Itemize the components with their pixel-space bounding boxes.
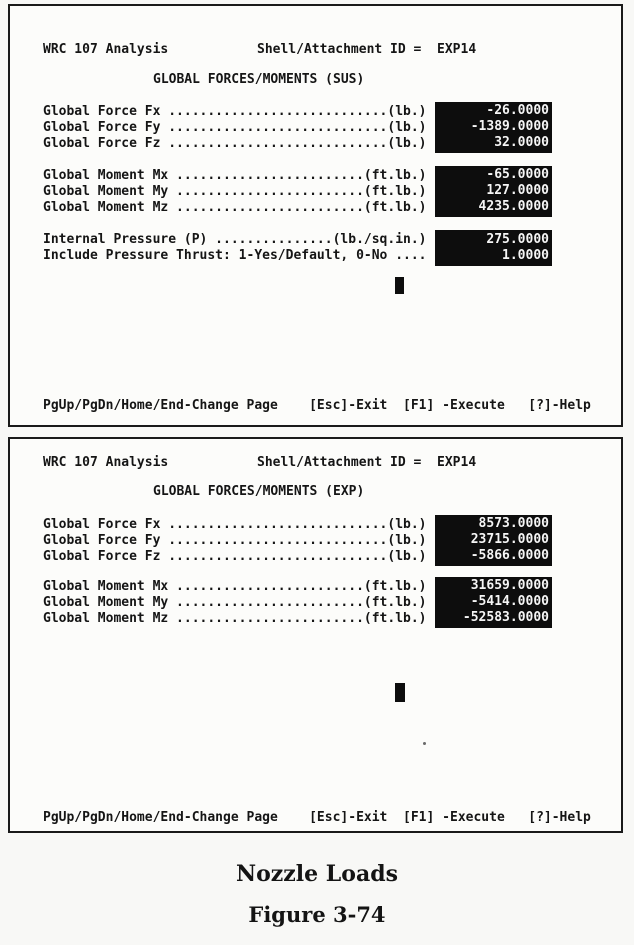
- app-title: WRC 107 Analysis: [43, 42, 169, 57]
- field-label-internal-pressure: Internal Pressure (P) ...............(lb./sq.in.): [43, 232, 427, 247]
- field-label-global-force-fz: Global Force Fz ............................(lb.): [43, 136, 427, 151]
- value-global-moment-mx[interactable]: -65.0000: [486, 167, 549, 182]
- value-field-group-pressure: [435, 230, 552, 266]
- field-label-global-force-fx: Global Force Fx ............................(lb.): [43, 517, 427, 532]
- field-label-global-moment-mx: Global Moment Mx ........................(ft.lb.): [43, 168, 427, 183]
- field-label-global-force-fx: Global Force Fx ............................(lb.): [43, 104, 427, 119]
- stray-dot-artifact: [423, 742, 426, 745]
- field-label-pressure-thrust: Include Pressure Thrust: 1-Yes/Default, 0-No ....: [43, 248, 427, 263]
- value-field-group-forces: [435, 102, 552, 153]
- value-global-force-fx[interactable]: 8573.0000: [478, 516, 549, 531]
- value-field-group-forces: [435, 515, 552, 566]
- attachment-id-label: Shell/Attachment ID = EXP14: [257, 455, 477, 470]
- value-internal-pressure[interactable]: 275.0000: [486, 232, 549, 247]
- text-cursor: [395, 277, 404, 294]
- figure-caption-title: Nozzle Loads: [236, 861, 398, 887]
- figure-caption-number: Figure 3-74: [248, 902, 386, 927]
- value-global-moment-my[interactable]: 127.0000: [486, 183, 549, 198]
- field-label-global-moment-mz: Global Moment Mz ........................(ft.lb.): [43, 200, 427, 215]
- wrc107-exp-screen: [8, 437, 623, 833]
- value-global-moment-mx[interactable]: 31659.0000: [470, 578, 549, 593]
- value-global-force-fy[interactable]: -1389.0000: [470, 119, 549, 134]
- section-title: GLOBAL FORCES/MOMENTS (EXP): [153, 484, 365, 499]
- value-global-force-fx[interactable]: -26.0000: [486, 103, 549, 118]
- field-label-global-moment-my: Global Moment My ........................(ft.lb.): [43, 595, 427, 610]
- field-label-global-moment-my: Global Moment My ........................(ft.lb.): [43, 184, 427, 199]
- value-global-moment-my[interactable]: -5414.0000: [470, 594, 549, 609]
- field-label-global-force-fy: Global Force Fy ............................(lb.): [43, 120, 427, 135]
- app-title: WRC 107 Analysis: [43, 455, 169, 470]
- value-global-force-fz[interactable]: -5866.0000: [470, 548, 549, 563]
- field-label-global-force-fy: Global Force Fy ............................(lb.): [43, 533, 427, 548]
- keyboard-hints-bar: PgUp/PgDn/Home/End-Change Page [Esc]-Exit [F1] -Execute [?]-Help: [43, 398, 591, 413]
- keyboard-hints-bar: PgUp/PgDn/Home/End-Change Page [Esc]-Exit [F1] -Execute [?]-Help: [43, 810, 591, 825]
- value-pressure-thrust[interactable]: 1.0000: [502, 248, 549, 263]
- value-field-group-moments: [435, 166, 552, 217]
- wrc107-sus-screen: [8, 4, 623, 427]
- field-label-global-moment-mz: Global Moment Mz ........................(ft.lb.): [43, 611, 427, 626]
- value-global-moment-mz[interactable]: -52583.0000: [462, 610, 549, 625]
- value-global-force-fy[interactable]: 23715.0000: [470, 532, 549, 547]
- section-title: GLOBAL FORCES/MOMENTS (SUS): [153, 72, 365, 87]
- field-label-global-moment-mx: Global Moment Mx ........................(ft.lb.): [43, 579, 427, 594]
- value-global-moment-mz[interactable]: 4235.0000: [478, 199, 549, 214]
- text-cursor: [395, 683, 405, 702]
- attachment-id-label: Shell/Attachment ID = EXP14: [257, 42, 477, 57]
- field-label-global-force-fz: Global Force Fz ............................(lb.): [43, 549, 427, 564]
- value-global-force-fz[interactable]: 32.0000: [494, 135, 549, 150]
- value-field-group-moments: [435, 577, 552, 628]
